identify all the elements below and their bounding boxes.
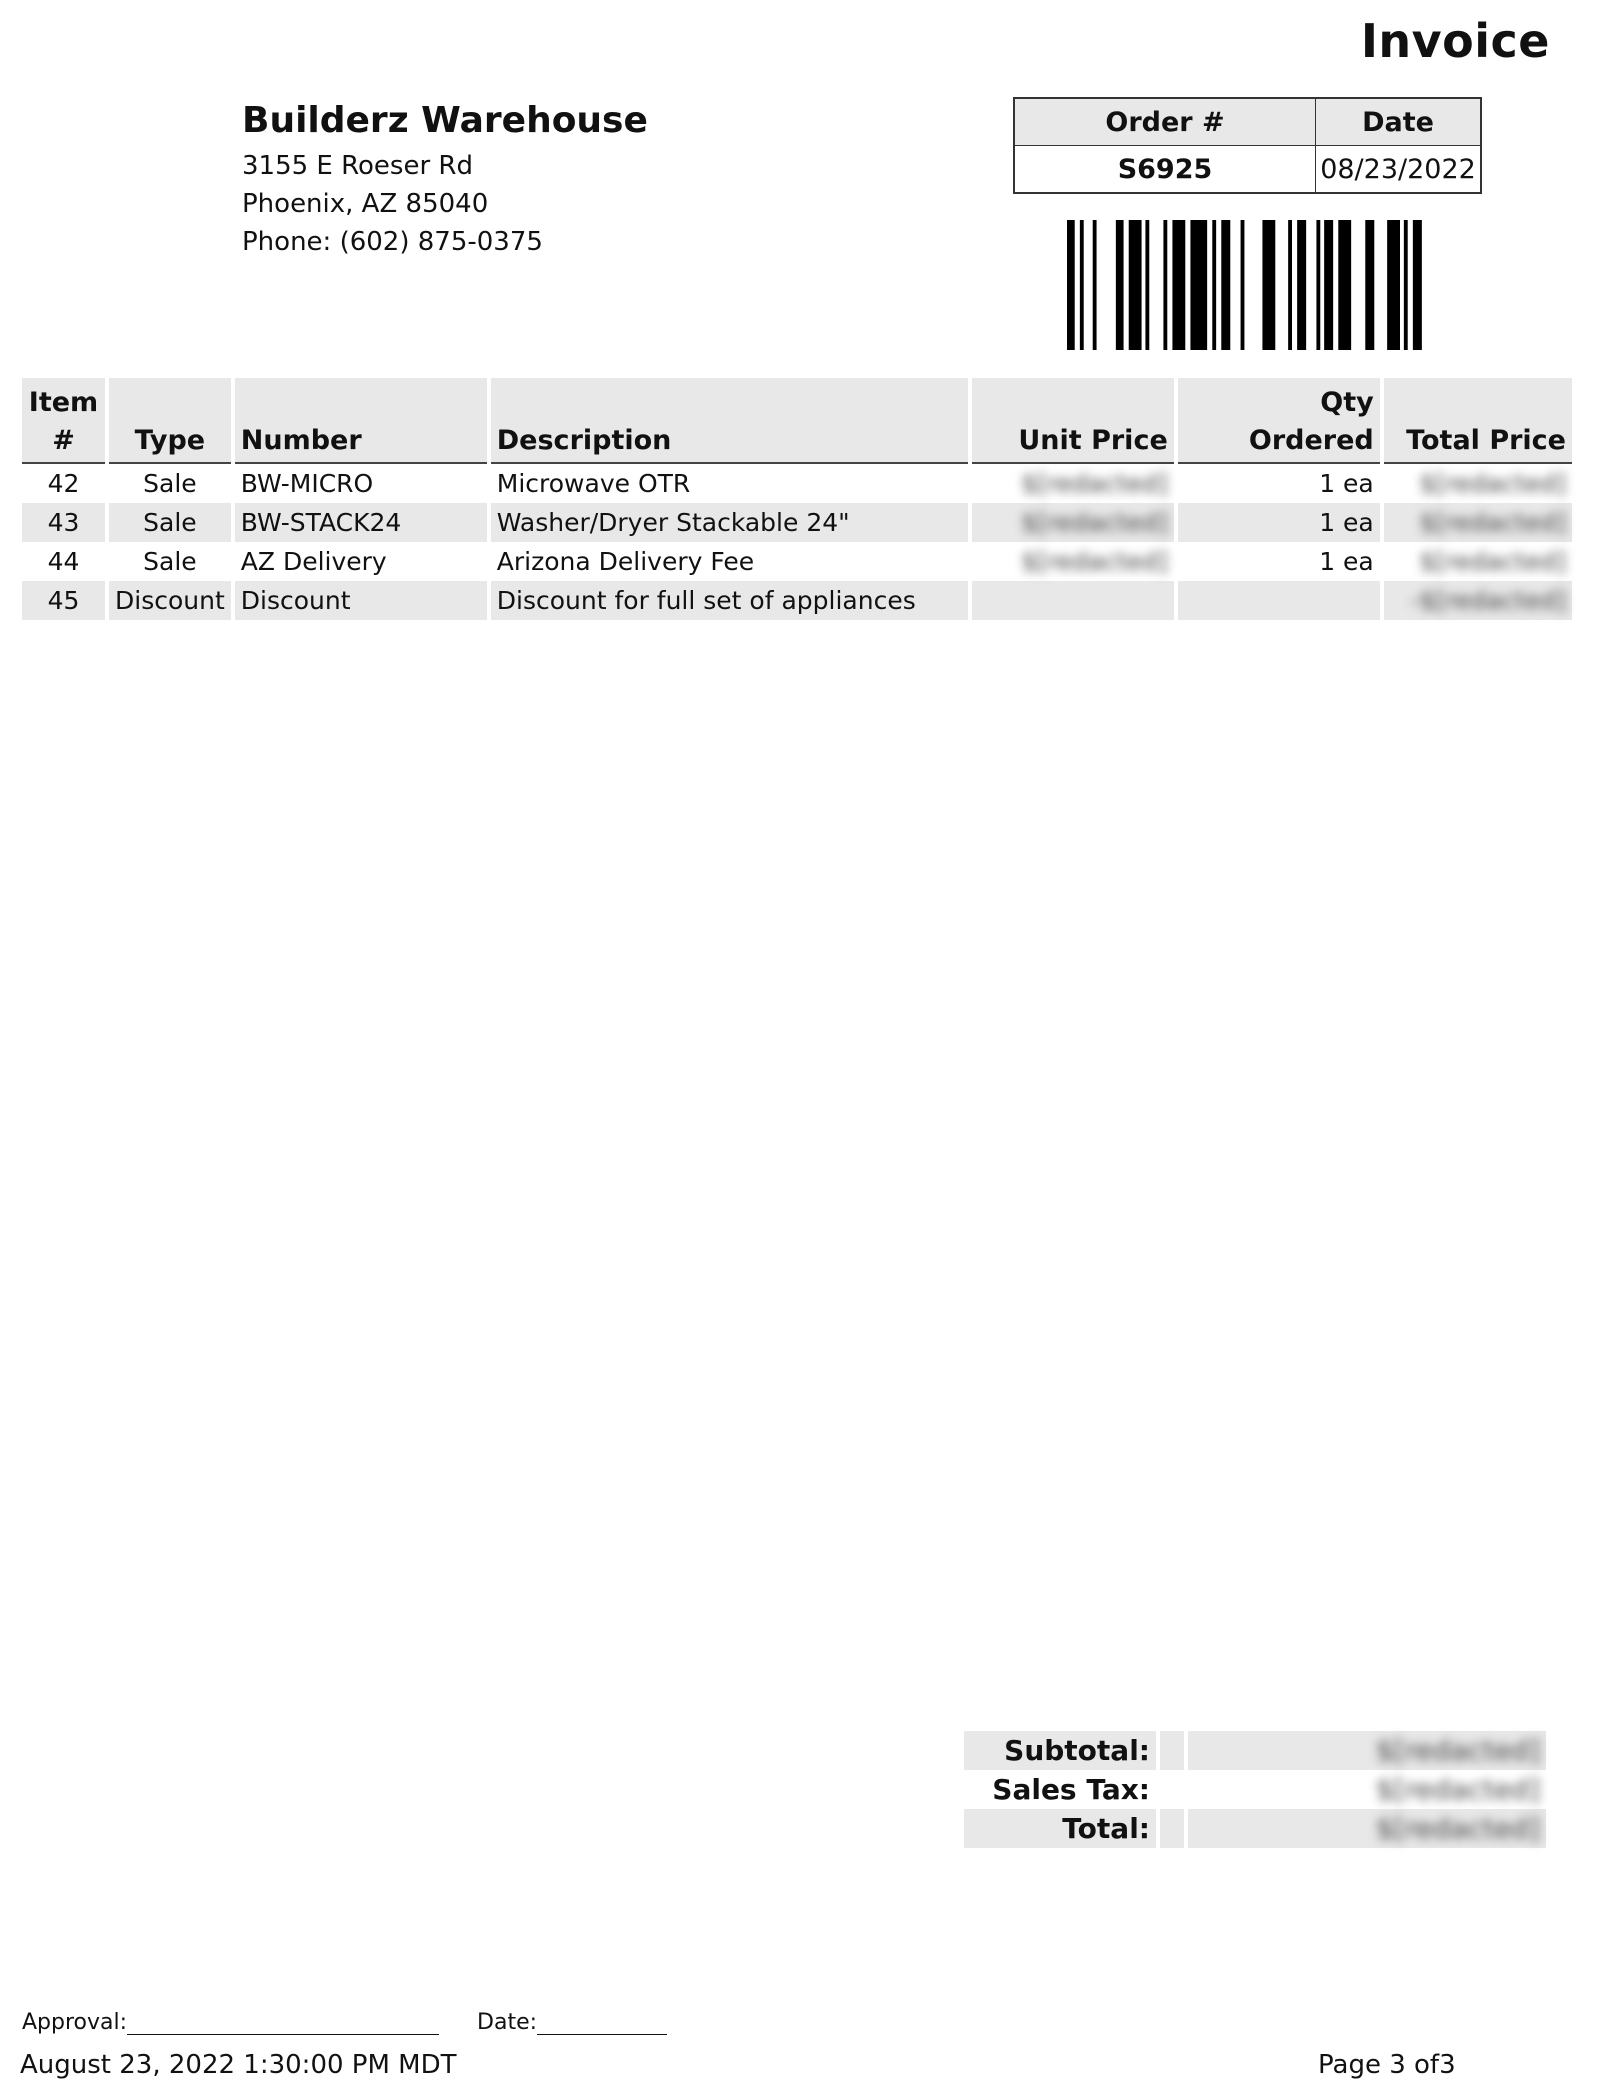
subtotal-row	[964, 1731, 1546, 1770]
page-number: Page 3 of3	[1318, 2050, 1456, 2080]
company-phone: Phone: (602) 875-0375	[242, 227, 543, 257]
redacted-value: $[redacted]	[1021, 508, 1168, 537]
cell-type: Sale	[143, 469, 197, 498]
col-header-unit-price: Unit Price	[972, 378, 1174, 464]
col-header-description: Description	[491, 378, 968, 464]
totals-table	[960, 1731, 1550, 1848]
cell-number: Discount	[235, 581, 487, 620]
redacted-value: $[redacted]	[1419, 508, 1566, 537]
cell-type: Sale	[143, 547, 197, 576]
cell-qty: 1 ea	[1319, 469, 1374, 498]
cell-number: BW-STACK24	[235, 503, 487, 542]
print-timestamp: August 23, 2022 1:30:00 PM MDT	[20, 2050, 457, 2080]
sales-tax-label: Sales Tax:	[992, 1773, 1150, 1806]
table-row	[22, 503, 1572, 542]
order-date: 08/23/2022	[1316, 146, 1482, 194]
order-info-table	[1013, 97, 1482, 194]
total-value: $[redacted]	[1188, 1809, 1546, 1848]
cell-description: Discount for full set of appliances	[491, 581, 968, 620]
cell-qty: 1 ea	[1178, 503, 1380, 542]
sales-tax-spacer	[1160, 1770, 1184, 1809]
cell-total-price	[1384, 503, 1572, 542]
approval-label: Approval:	[22, 2010, 128, 2035]
order-number-header: Order #	[1014, 98, 1316, 146]
subtotal-spacer	[1160, 1731, 1184, 1770]
cell-total-price	[1384, 581, 1572, 620]
cell-qty: 1 ea	[1319, 547, 1374, 576]
table-row	[22, 581, 1572, 620]
sales-tax-value: $[redacted]	[1375, 1773, 1540, 1806]
cell-type: Discount	[109, 581, 231, 620]
table-row	[22, 464, 1572, 503]
company-address-line2: Phoenix, AZ 85040	[242, 189, 489, 219]
cell-item: 42	[47, 469, 80, 498]
redacted-value: $[redacted]	[1021, 469, 1168, 498]
total-row	[964, 1809, 1546, 1848]
cell-total-price	[1384, 542, 1572, 581]
total-spacer	[1160, 1809, 1184, 1848]
cell-description: Washer/Dryer Stackable 24"	[491, 503, 968, 542]
col-header-item: Item #	[22, 378, 105, 464]
cell-description: Microwave OTR	[496, 469, 691, 498]
approval-date-label: Date:	[477, 2010, 538, 2035]
redacted-value: $[redacted]	[1419, 547, 1566, 576]
cell-item: 44	[47, 547, 80, 576]
cell-number: BW-MICRO	[240, 469, 374, 498]
company-address-line1: 3155 E Roeser Rd	[242, 151, 473, 181]
company-name: Builderz Warehouse	[242, 100, 648, 141]
cell-item: 45	[22, 581, 105, 620]
col-header-qty: Qty Ordered	[1178, 378, 1380, 464]
col-header-number: Number	[235, 378, 487, 464]
subtotal-label: Subtotal:	[964, 1731, 1156, 1770]
approval-date-blank	[537, 2014, 667, 2035]
col-header-total-price: Total Price	[1384, 378, 1572, 464]
redacted-value: -$[redacted]	[1410, 586, 1566, 615]
company-block	[242, 100, 648, 261]
signature-line	[22, 2010, 667, 2035]
redacted-value: $[redacted]	[1419, 469, 1566, 498]
barcode-icon	[1067, 220, 1427, 350]
cell-unit-price	[972, 503, 1174, 542]
approval-blank	[127, 2014, 439, 2035]
total-label: Total:	[964, 1809, 1156, 1848]
cell-type: Sale	[109, 503, 231, 542]
table-header-row	[22, 378, 1572, 464]
cell-unit-price	[972, 542, 1174, 581]
cell-item: 43	[22, 503, 105, 542]
cell-unit-price	[972, 581, 1174, 620]
invoice-title: Invoice	[1360, 14, 1550, 68]
table-row	[22, 542, 1572, 581]
col-header-type: Type	[109, 378, 231, 464]
redacted-value: $[redacted]	[1021, 547, 1168, 576]
order-number: S6925	[1014, 146, 1316, 194]
subtotal-value: $[redacted]	[1188, 1731, 1546, 1770]
date-header: Date	[1316, 98, 1482, 146]
cell-qty	[1178, 581, 1380, 620]
cell-unit-price	[972, 464, 1174, 503]
cell-number: AZ Delivery	[240, 547, 387, 576]
sales-tax-row	[964, 1770, 1546, 1809]
line-items-table	[18, 378, 1576, 620]
cell-total-price	[1384, 464, 1572, 503]
cell-description: Arizona Delivery Fee	[496, 547, 755, 576]
